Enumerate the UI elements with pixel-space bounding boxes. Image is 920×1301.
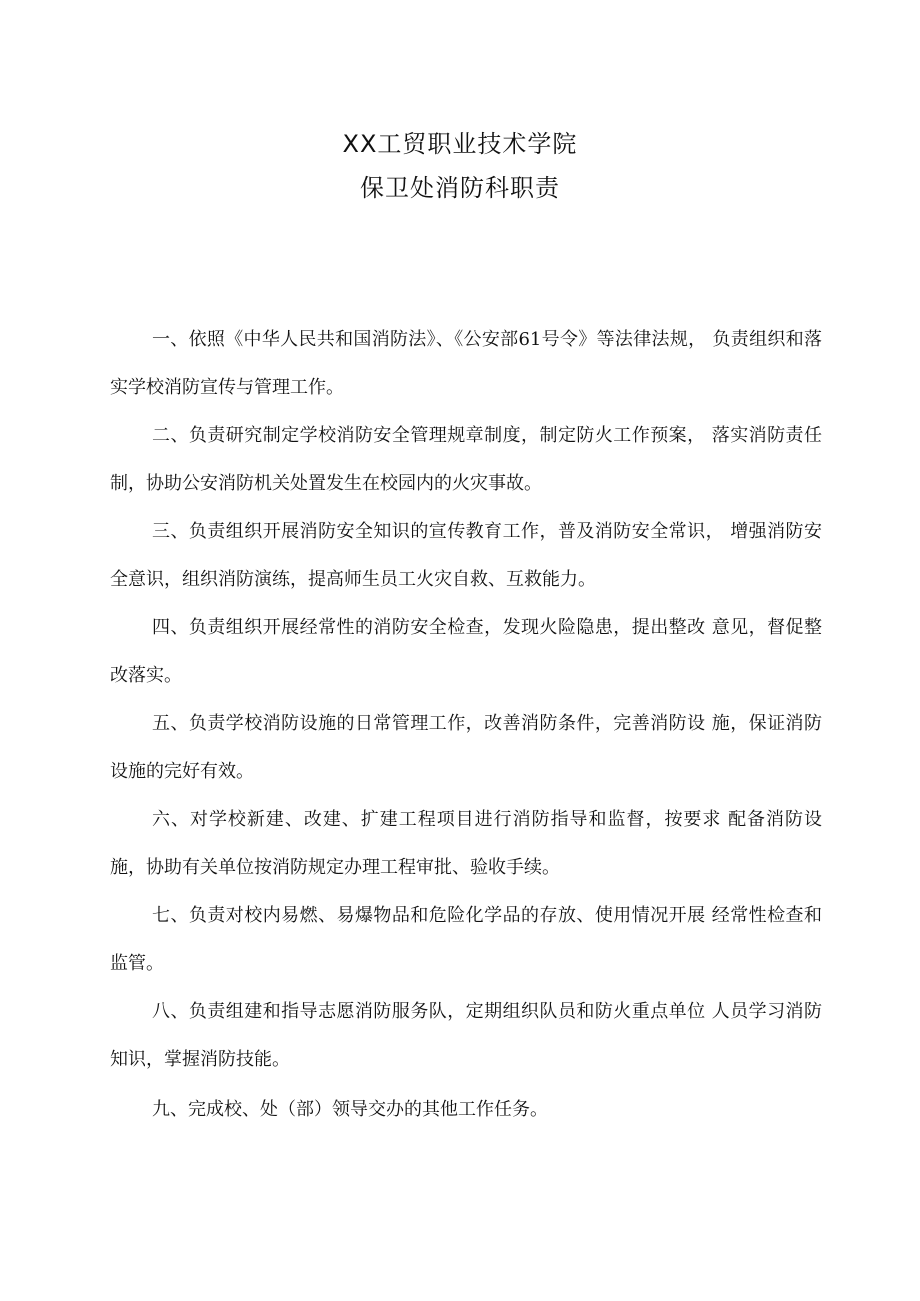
title-department-duties: 保卫处消防科职责 <box>360 174 560 202</box>
duty-paragraph-1: 一、依照《中华人民共和国消防法》、《公安部61号令》等法律法规， 负责组织和落实学校消防宣传与管理工作。 <box>110 329 822 398</box>
document-body <box>110 316 822 1134</box>
duty-paragraph-5: 五、负责学校消防设施的日常管理工作，改善消防条件，完善消防设 施，保证消防设施的完好有效。 <box>110 713 822 782</box>
duty-paragraph-4: 四、负责组织开展经常性的消防安全检查，发现火险隐患，提出整改 意见，督促整改落实。 <box>110 617 822 686</box>
document-title <box>0 124 920 208</box>
duty-paragraph-3: 三、负责组织开展消防安全知识的宣传教育工作，普及消防安全常识， 增强消防安全意识，组织消防演练，提高师生员工火灾自救、互救能力。 <box>110 521 822 590</box>
title-institution: XX工贸职业技术学院 <box>342 130 578 158</box>
duty-paragraph-6: 六、对学校新建、改建、扩建工程项目进行消防指导和监督，按要求 配备消防设施，协助有关单位按消防规定办理工程审批、验收手续。 <box>110 809 822 878</box>
duty-paragraph-7: 七、负责对校内易燃、易爆物品和危险化学品的存放、使用情况开展 经常性检查和监管。 <box>110 905 822 974</box>
duty-paragraph-2: 二、负责研究制定学校消防安全管理规章制度，制定防火工作预案， 落实消防责任制，协助公安消防机关处置发生在校园内的火灾事故。 <box>110 425 822 494</box>
duty-paragraph-9: 九、完成校、处（部）领导交办的其他工作任务。 <box>152 1099 548 1120</box>
duty-paragraph-8: 八、负责组建和指导志愿消防服务队，定期组织队员和防火重点单位 人员学习消防知识，掌握消防技能。 <box>110 1001 822 1070</box>
